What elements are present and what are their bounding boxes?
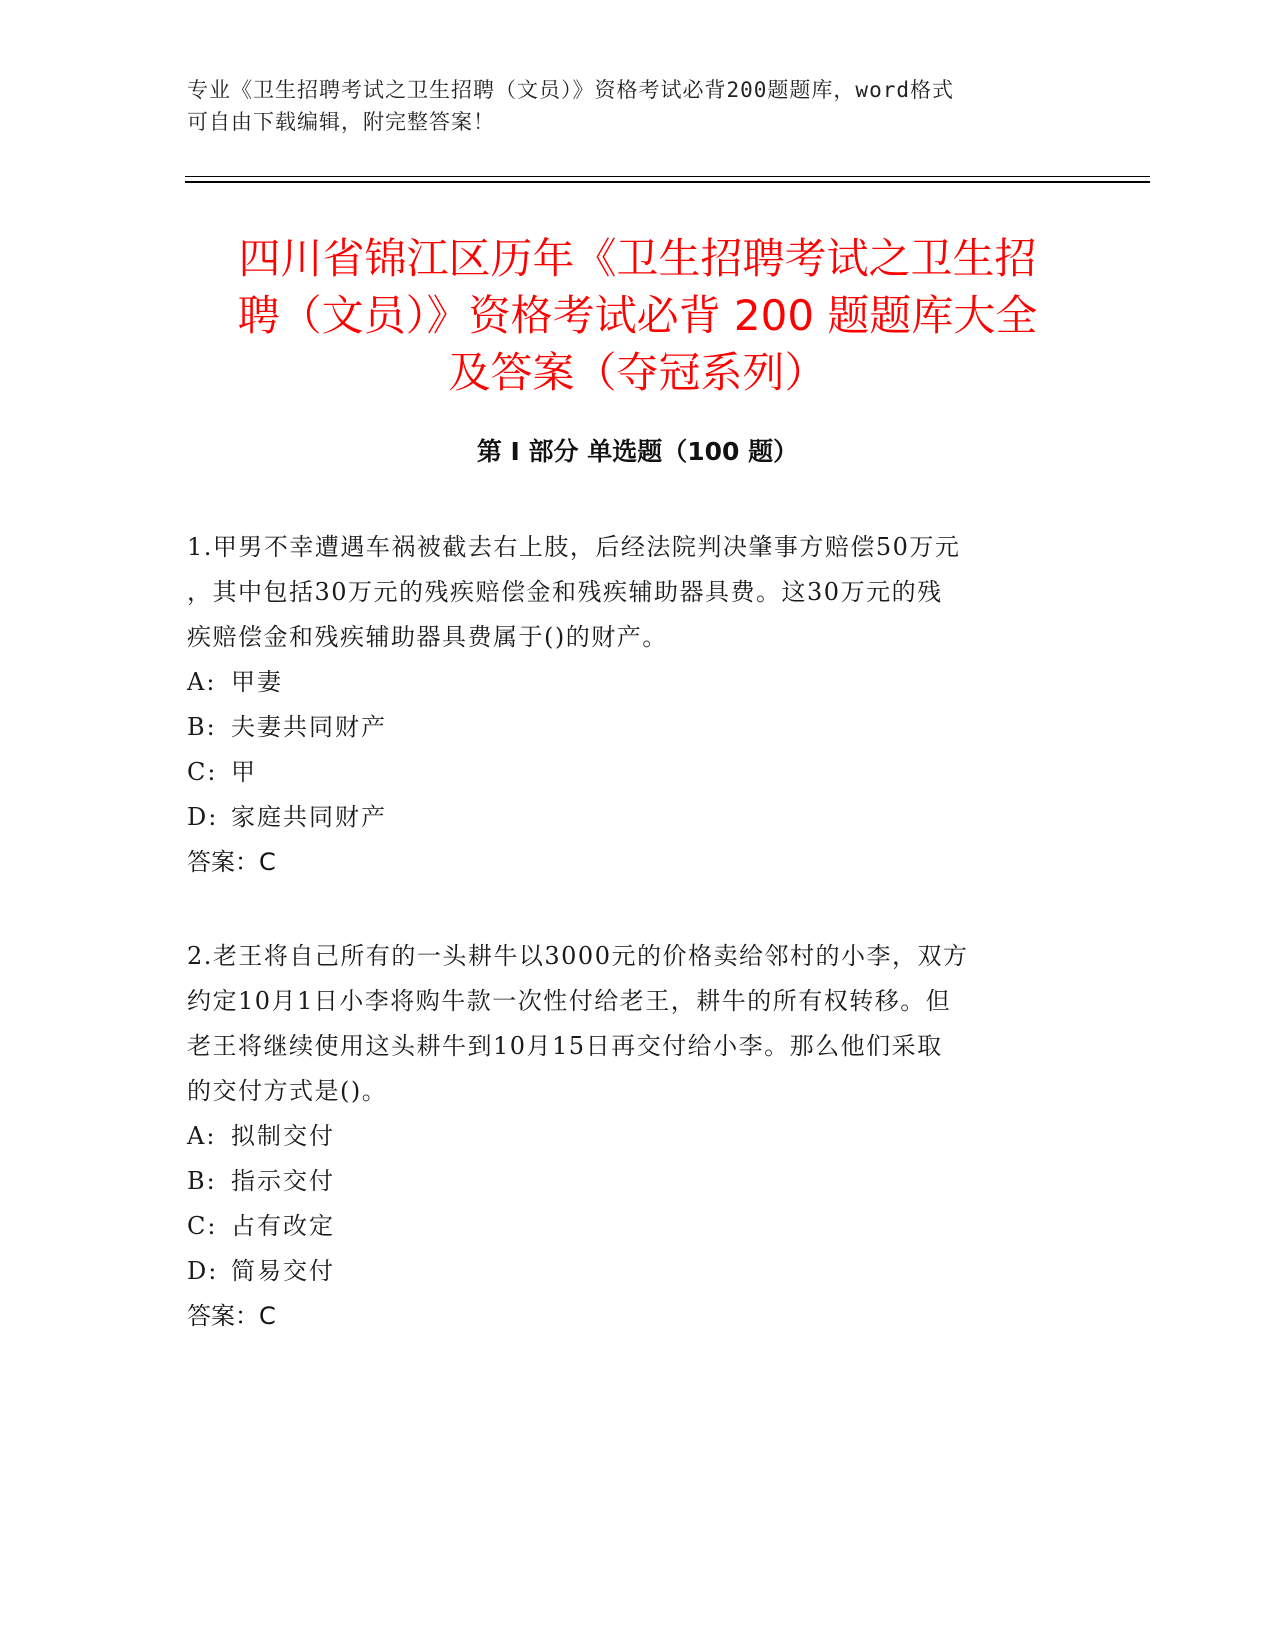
answer: 答案：C — [187, 1302, 276, 1330]
option-text: 甲 — [231, 758, 257, 786]
document-title-line2: 聘（文员）》资格考试必背 200 题题库大全 — [237, 291, 1038, 340]
question-stem-line: 约定10月1日小李将购牛款一次性付给老王，耕牛的所有权转移。但 — [187, 987, 952, 1015]
question-2 — [187, 934, 1067, 1339]
question-stem-line: 老王将继续使用这头耕牛到10月15日再交付给小李。那么他们采取 — [187, 1032, 943, 1060]
document-title-line1: 四川省锦江区历年《卫生招聘考试之卫生招 — [238, 234, 1037, 283]
answer: 答案：C — [187, 848, 276, 876]
section-heading: 第 I 部分 单选题（100 题） — [476, 437, 799, 466]
option-text: 拟制交付 — [231, 1122, 335, 1150]
option-b — [187, 705, 1067, 750]
option-label: C: — [187, 758, 218, 786]
option-label: D: — [187, 1257, 219, 1285]
header-divider-thick — [185, 181, 1150, 183]
option-text: 甲妻 — [231, 668, 283, 696]
option-label: C: — [187, 1212, 218, 1240]
option-label: A: — [187, 1122, 217, 1150]
option-label: B: — [187, 1167, 217, 1195]
question-stem-line: 的交付方式是()。 — [187, 1077, 388, 1105]
question-stem-line: 2.老王将自己所有的一头耕牛以3000元的价格卖给邻村的小李，双方 — [187, 942, 969, 970]
option-a — [187, 660, 1067, 705]
option-label: D: — [187, 803, 219, 831]
header-note — [187, 74, 1067, 138]
option-c — [187, 1204, 1067, 1249]
option-label: A: — [187, 668, 217, 696]
option-d — [187, 1249, 1067, 1294]
option-b — [187, 1159, 1067, 1204]
option-text: 家庭共同财产 — [231, 803, 387, 831]
option-c — [187, 750, 1067, 795]
option-text: 占有改定 — [231, 1212, 335, 1240]
header-note-line2: 可自由下载编辑，附完整答案！ — [187, 110, 495, 134]
option-text: 指示交付 — [231, 1167, 335, 1195]
option-a — [187, 1114, 1067, 1159]
option-text: 简易交付 — [231, 1257, 335, 1285]
document-title-line3: 及答案（夺冠系列） — [448, 348, 827, 397]
header-note-line1: 专业《卫生招聘考试之卫生招聘（文员）》资格考试必背200题题库，word格式 — [187, 78, 954, 102]
header-divider-thin — [185, 176, 1150, 177]
option-d — [187, 795, 1067, 840]
option-label: B: — [187, 713, 217, 741]
question-1 — [187, 525, 1067, 885]
option-text: 夫妻共同财产 — [231, 713, 387, 741]
question-stem-line: ，其中包括30万元的残疾赔偿金和残疾辅助器具费。这30万元的残 — [187, 578, 943, 606]
question-stem-line: 疾赔偿金和残疾辅助器具费属于()的财产。 — [187, 623, 668, 651]
document-title — [150, 230, 1125, 401]
question-stem-line: 1.甲男不幸遭遇车祸被截去右上肢，后经法院判决肇事方赔偿50万元 — [187, 533, 961, 561]
